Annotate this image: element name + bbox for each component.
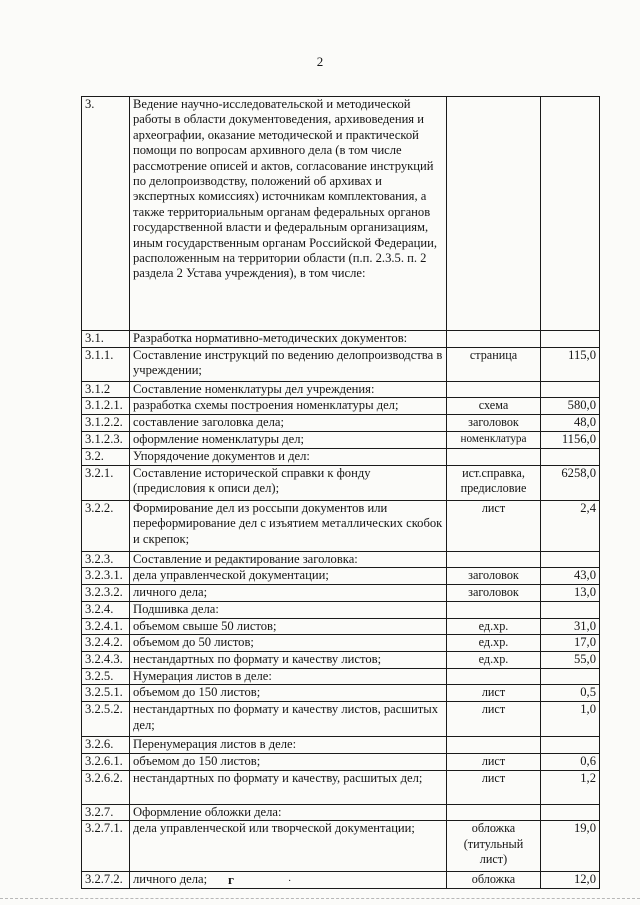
item-description-cell: дела управленческой или творческой документации; bbox=[130, 821, 447, 872]
unit-of-measure-cell: номенклатура bbox=[447, 432, 541, 449]
item-description-cell: оформление номенклатуры дел; bbox=[130, 432, 447, 449]
norm-value-cell: 580,0 bbox=[541, 398, 600, 415]
page-number: 2 bbox=[316, 54, 324, 69]
unit-of-measure-cell: заголовок bbox=[447, 585, 541, 601]
item-number-cell: 3.1.2.2. bbox=[82, 415, 130, 432]
norm-value-cell: 1156,0 bbox=[541, 432, 600, 449]
table-row bbox=[82, 821, 600, 872]
item-description-cell: объемом до 50 листов; bbox=[130, 635, 447, 652]
table-row bbox=[82, 601, 600, 618]
norm-value-cell: 0,6 bbox=[541, 753, 600, 770]
unit-of-measure-cell: ед.хр. bbox=[447, 618, 541, 634]
table-row bbox=[82, 585, 600, 601]
item-description-cell: составление заголовка дела; bbox=[130, 415, 447, 432]
norm-value-cell bbox=[541, 382, 600, 398]
item-number-cell: 3.1.2.1. bbox=[82, 398, 130, 415]
unit-of-measure-cell: ед.хр. bbox=[447, 652, 541, 669]
table-row bbox=[82, 398, 600, 415]
table-row bbox=[82, 770, 600, 804]
norm-value-cell bbox=[541, 601, 600, 618]
item-number-cell: 3.2.4.3. bbox=[82, 652, 130, 669]
item-description-cell: нестандартных по формату и качеству листов; bbox=[130, 652, 447, 669]
item-description-cell: разработка схемы построения номенклатуры дел; bbox=[130, 398, 447, 415]
table-row bbox=[82, 737, 600, 753]
item-description-cell: Упорядочение документов и дел: bbox=[130, 449, 447, 465]
table-row bbox=[82, 804, 600, 820]
unit-of-measure-cell: схема bbox=[447, 398, 541, 415]
norm-value-cell: 2,4 bbox=[541, 500, 600, 551]
item-number-cell: 3.2.5.1. bbox=[82, 685, 130, 702]
norm-value-cell bbox=[541, 669, 600, 685]
unit-of-measure-cell: лист bbox=[447, 753, 541, 770]
item-description-cell: Составление инструкций по ведению делопроизводства в учреждении; bbox=[130, 348, 447, 382]
table-row bbox=[82, 415, 600, 432]
item-number-cell: 3.2.6.1. bbox=[82, 753, 130, 770]
item-number-cell: 3.1.1. bbox=[82, 348, 130, 382]
item-description-cell: личного дела; bbox=[130, 872, 447, 888]
item-description-cell: Подшивка дела: bbox=[130, 601, 447, 618]
scan-mark: г bbox=[228, 872, 234, 887]
item-description-cell: объемом до 150 листов; bbox=[130, 685, 447, 702]
item-number-cell: 3.2.7. bbox=[82, 804, 130, 820]
norm-value-cell bbox=[541, 737, 600, 753]
norm-value-cell: 13,0 bbox=[541, 585, 600, 601]
unit-of-measure-cell bbox=[447, 601, 541, 618]
norm-value-cell: 48,0 bbox=[541, 415, 600, 432]
item-number-cell: 3.2.3. bbox=[82, 551, 130, 567]
item-number-cell: 3.2.4. bbox=[82, 601, 130, 618]
item-number-cell: 3.2.5. bbox=[82, 669, 130, 685]
table-row bbox=[82, 618, 600, 634]
table-row bbox=[82, 449, 600, 465]
norm-value-cell bbox=[541, 551, 600, 567]
norm-value-cell: 19,0 bbox=[541, 821, 600, 872]
unit-of-measure-cell bbox=[447, 669, 541, 685]
unit-of-measure-cell: ист.справка, предисловие bbox=[447, 465, 541, 500]
unit-of-measure-cell bbox=[447, 551, 541, 567]
table-row bbox=[82, 652, 600, 669]
item-description-cell: личного дела; bbox=[130, 585, 447, 601]
unit-of-measure-cell: обложка bbox=[447, 872, 541, 888]
table-row bbox=[82, 635, 600, 652]
unit-of-measure-cell bbox=[447, 804, 541, 820]
norm-value-cell bbox=[541, 331, 600, 348]
item-description-cell: Составление номенклатуры дел учреждения: bbox=[130, 382, 447, 398]
item-number-cell: 3.2.7.2. bbox=[82, 872, 130, 888]
item-description-cell: Разработка нормативно-методических документов: bbox=[130, 331, 447, 348]
table-row bbox=[82, 331, 600, 348]
unit-of-measure-cell: ед.хр. bbox=[447, 635, 541, 652]
scan-dot: · bbox=[288, 876, 292, 887]
unit-of-measure-cell: обложка (титульный лист) bbox=[447, 821, 541, 872]
norm-value-cell: 31,0 bbox=[541, 618, 600, 634]
item-description-cell: Составление исторической справки к фонду (предисловия к описи дел); bbox=[130, 465, 447, 500]
item-number-cell: 3.2.3.1. bbox=[82, 568, 130, 585]
norm-value-cell: 115,0 bbox=[541, 348, 600, 382]
unit-of-measure-cell: страница bbox=[447, 348, 541, 382]
table-row bbox=[82, 348, 600, 382]
unit-of-measure-cell bbox=[447, 449, 541, 465]
item-number-cell: 3.2.4.1. bbox=[82, 618, 130, 634]
item-number-cell: 3.2.2. bbox=[82, 500, 130, 551]
unit-of-measure-cell: лист bbox=[447, 702, 541, 737]
table-row bbox=[82, 382, 600, 398]
item-description-cell: Ведение научно-исследовательской и методической работы в области документоведения, архивоведения и археографии, оказание методической и практической помощи по вопросам архивного дела (в том числе рассмотрение описей и актов, согласование инструкций по делопроизводству, положений об архивах и экспертных комиссиях) источникам комплектования, а также территориальным органам федеральных органов государственной власти и федеральным организациям, иным государственным органам Российской Федерации, расположенным на территории области (п.п. 2.3.5. п. 2 раздела 2 Устава учреждения), в том числе: bbox=[130, 97, 447, 331]
norm-value-cell: 0,5 bbox=[541, 685, 600, 702]
unit-of-measure-cell bbox=[447, 97, 541, 331]
item-number-cell: 3.1.2.3. bbox=[82, 432, 130, 449]
table-row bbox=[82, 97, 600, 331]
item-description-cell: нестандартных по формату и качеству, расшитых дел; bbox=[130, 770, 447, 804]
table-row bbox=[82, 685, 600, 702]
norm-value-cell bbox=[541, 804, 600, 820]
item-number-cell: 3.1. bbox=[82, 331, 130, 348]
unit-of-measure-cell: заголовок bbox=[447, 415, 541, 432]
item-description-cell: Оформление обложки дела: bbox=[130, 804, 447, 820]
unit-of-measure-cell: лист bbox=[447, 500, 541, 551]
table-row bbox=[82, 432, 600, 449]
item-number-cell: 3.2.6. bbox=[82, 737, 130, 753]
item-description-cell: объемом свыше 50 листов; bbox=[130, 618, 447, 634]
norm-value-cell: 55,0 bbox=[541, 652, 600, 669]
item-number-cell: 3.2.5.2. bbox=[82, 702, 130, 737]
tariff-table bbox=[81, 96, 600, 889]
norm-value-cell: 1,2 bbox=[541, 770, 600, 804]
item-number-cell: 3.2. bbox=[82, 449, 130, 465]
table-row bbox=[82, 669, 600, 685]
scan-edge-line bbox=[0, 898, 640, 899]
item-number-cell: 3. bbox=[82, 97, 130, 331]
item-description-cell: Перенумерация листов в деле: bbox=[130, 737, 447, 753]
item-number-cell: 3.2.7.1. bbox=[82, 821, 130, 872]
item-description-cell: объемом до 150 листов; bbox=[130, 753, 447, 770]
table-body bbox=[82, 97, 600, 889]
table-row bbox=[82, 872, 600, 888]
unit-of-measure-cell bbox=[447, 737, 541, 753]
item-number-cell: 3.2.3.2. bbox=[82, 585, 130, 601]
norm-value-cell: 1,0 bbox=[541, 702, 600, 737]
item-description-cell: нестандартных по формату и качеству листов, расшитых дел; bbox=[130, 702, 447, 737]
unit-of-measure-cell bbox=[447, 331, 541, 348]
norm-value-cell: 12,0 bbox=[541, 872, 600, 888]
item-description-cell: Формирование дел из россыпи документов или переформирование дел с изъятием металлических скобок и скрепок; bbox=[130, 500, 447, 551]
table-row bbox=[82, 702, 600, 737]
unit-of-measure-cell: лист bbox=[447, 685, 541, 702]
item-number-cell: 3.2.6.2. bbox=[82, 770, 130, 804]
table-row bbox=[82, 551, 600, 567]
unit-of-measure-cell bbox=[447, 382, 541, 398]
item-description-cell: Нумерация листов в деле: bbox=[130, 669, 447, 685]
table-row bbox=[82, 753, 600, 770]
unit-of-measure-cell: лист bbox=[447, 770, 541, 804]
table-row bbox=[82, 568, 600, 585]
item-number-cell: 3.2.1. bbox=[82, 465, 130, 500]
norm-value-cell bbox=[541, 449, 600, 465]
norm-value-cell: 6258,0 bbox=[541, 465, 600, 500]
item-number-cell: 3.1.2 bbox=[82, 382, 130, 398]
table-row bbox=[82, 500, 600, 551]
table-row bbox=[82, 465, 600, 500]
norm-value-cell: 43,0 bbox=[541, 568, 600, 585]
norm-value-cell bbox=[541, 97, 600, 331]
item-description-cell: дела управленческой документации; bbox=[130, 568, 447, 585]
item-number-cell: 3.2.4.2. bbox=[82, 635, 130, 652]
item-description-cell: Составление и редактирование заголовка: bbox=[130, 551, 447, 567]
norm-value-cell: 17,0 bbox=[541, 635, 600, 652]
unit-of-measure-cell: заголовок bbox=[447, 568, 541, 585]
